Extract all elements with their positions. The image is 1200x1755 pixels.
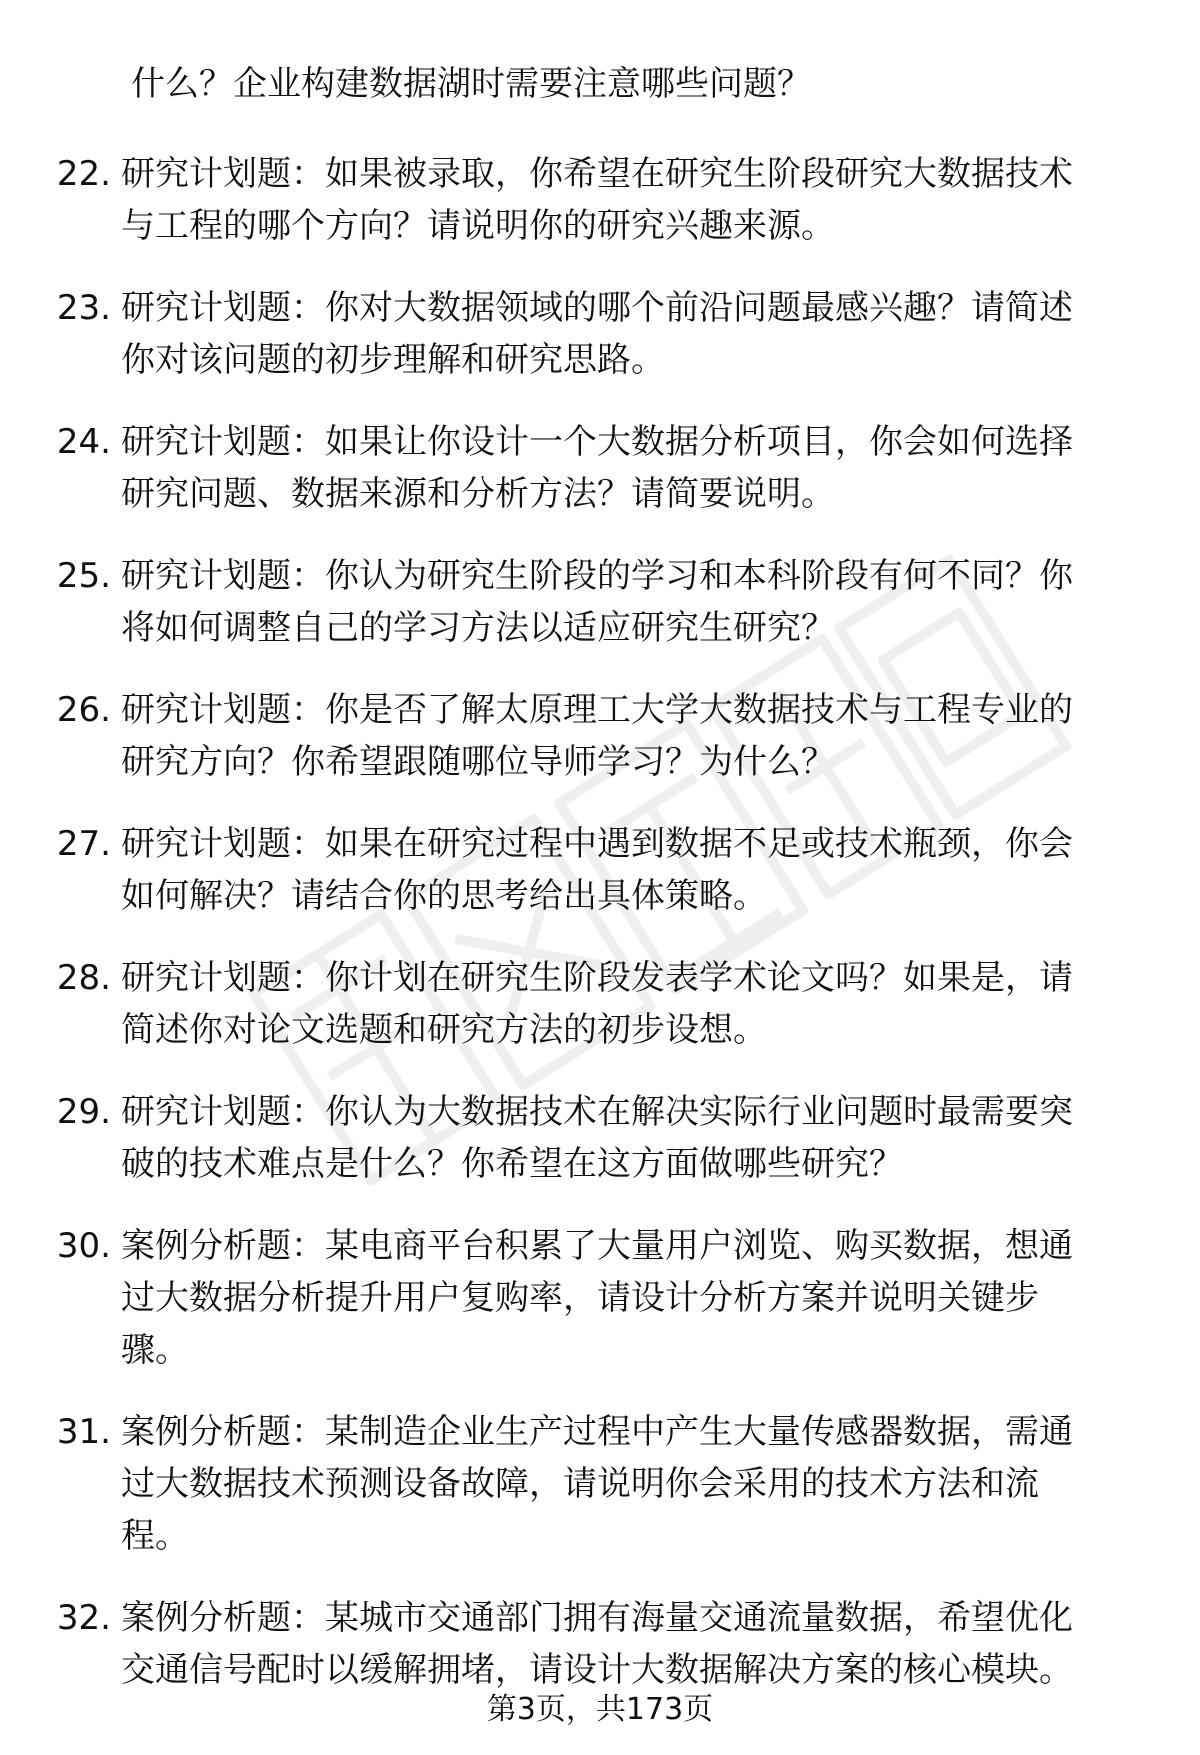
question-item xyxy=(0,1086,1200,1190)
continuation-text: 什么？企业构建数据湖时需要注意哪些问题？ xyxy=(131,64,811,104)
question-number: 28. xyxy=(56,958,111,998)
question-line: 研究计划题：你是否了解太原理工大学大数据技术与工程专业的 xyxy=(121,690,1073,730)
question-text xyxy=(121,952,1126,1056)
question-text xyxy=(121,818,1126,922)
question-line: 研究计划题：你对大数据领域的哪个前沿问题最感兴趣？请简述 xyxy=(121,288,1073,328)
question-line: 研究计划题：如果在研究过程中遇到数据不足或技术瓶颈，你会 xyxy=(121,824,1073,864)
question-number: 29. xyxy=(56,1092,111,1132)
question-line: 将如何调整自己的学习方法以适应研究生研究？ xyxy=(121,608,835,648)
question-line: 骤。 xyxy=(121,1330,189,1370)
question-text xyxy=(121,1406,1126,1562)
question-line: 破的技术难点是什么？你希望在这方面做哪些研究？ xyxy=(121,1144,903,1184)
question-line: 交通信号配时以缓解拥堵，请设计大数据解决方案的核心模块。 xyxy=(121,1650,1073,1690)
question-line: 与工程的哪个方向？请说明你的研究兴趣来源。 xyxy=(121,206,835,246)
question-line: 过大数据分析提升用户复购率，请设计分析方案并说明关键步 xyxy=(121,1278,1039,1318)
question-number: 26. xyxy=(56,690,111,730)
question-text xyxy=(121,282,1126,386)
question-item xyxy=(0,684,1200,788)
question-number: 24. xyxy=(56,422,111,462)
question-text xyxy=(121,1086,1126,1190)
question-item xyxy=(0,818,1200,922)
question-number: 32. xyxy=(56,1598,111,1638)
question-line: 案例分析题：某制造企业生产过程中产生大量传感器数据，需通 xyxy=(121,1412,1073,1452)
question-text xyxy=(121,1220,1126,1376)
question-number: 27. xyxy=(56,824,111,864)
question-number: 25. xyxy=(56,556,111,596)
question-line: 研究计划题：你认为大数据技术在解决实际行业问题时最需要突 xyxy=(121,1092,1073,1132)
question-number: 30. xyxy=(56,1226,111,1266)
question-item xyxy=(0,416,1200,520)
question-number: 23. xyxy=(56,288,111,328)
question-text xyxy=(121,416,1126,520)
question-line: 案例分析题：某城市交通部门拥有海量交通流量数据，希望优化 xyxy=(121,1598,1073,1638)
question-line: 研究方向？你希望跟随哪位导师学习？为什么？ xyxy=(121,742,835,782)
question-text xyxy=(121,684,1126,788)
question-line: 研究计划题：如果让你设计一个大数据分析项目，你会如何选择 xyxy=(121,422,1073,462)
question-line: 如何解决？请结合你的思考给出具体策略。 xyxy=(121,876,767,916)
question-item xyxy=(0,1592,1200,1696)
question-list xyxy=(0,148,1200,1726)
question-number: 22. xyxy=(56,154,111,194)
question-line: 简述你对论文选题和研究方法的初步设想。 xyxy=(121,1010,767,1050)
question-item xyxy=(0,1220,1200,1376)
question-item xyxy=(0,550,1200,654)
question-line: 程。 xyxy=(121,1516,189,1556)
question-line: 过大数据技术预测设备故障，请说明你会采用的技术方法和流 xyxy=(121,1464,1039,1504)
question-text xyxy=(121,1592,1126,1696)
question-item xyxy=(0,148,1200,252)
question-line: 案例分析题：某电商平台积累了大量用户浏览、购买数据，想通 xyxy=(121,1226,1073,1266)
question-text xyxy=(121,148,1126,252)
question-line: 研究计划题：你认为研究生阶段的学习和本科阶段有何不同？你 xyxy=(121,556,1073,596)
question-number: 31. xyxy=(56,1412,111,1452)
question-line: 研究计划题：如果被录取，你希望在研究生阶段研究大数据技术 xyxy=(121,154,1073,194)
question-line: 研究计划题：你计划在研究生阶段发表学术论文吗？如果是，请 xyxy=(121,958,1073,998)
page-footer: 第3页，共173页 xyxy=(486,1692,714,1727)
question-item xyxy=(0,282,1200,386)
question-line: 研究问题、数据来源和分析方法？请简要说明。 xyxy=(121,474,835,514)
question-text xyxy=(121,550,1126,654)
question-line: 你对该问题的初步理解和研究思路。 xyxy=(121,340,665,380)
question-item xyxy=(0,952,1200,1056)
question-item xyxy=(0,1406,1200,1562)
